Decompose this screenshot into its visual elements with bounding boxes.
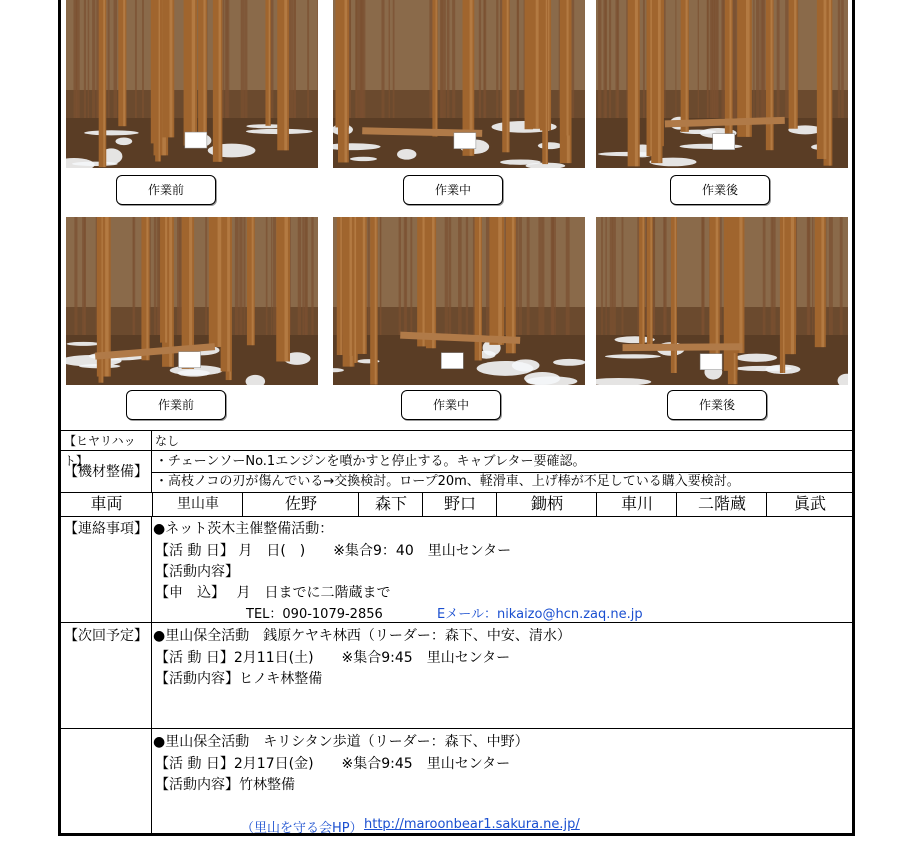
hiyari-label: 【ヒヤリハット】 <box>61 431 152 451</box>
jikai-section-2 <box>61 728 852 834</box>
caption-during-2: 作業中 <box>401 390 501 420</box>
forest-image <box>596 217 848 385</box>
kizai-label: 【機材整備】 <box>61 451 152 493</box>
renraku-email: Eメール：nikaizo@hcn.zaq.ne.jp <box>437 607 643 622</box>
renraku-content: 【活動内容】 <box>155 564 239 580</box>
caption-before-2: 作業前 <box>126 390 226 420</box>
jikai-event1-date: 【活 動 日】2月11日(土) ※集合9:45 里山センター <box>155 650 511 666</box>
forest-image <box>596 0 848 168</box>
jikai-event2-date: 【活 動 日】2月17日(金) ※集合9:45 里山センター <box>155 756 511 772</box>
caption-after-2: 作業後 <box>667 390 767 420</box>
vehicle-name: 眞武 <box>766 493 853 516</box>
photo-before-2 <box>66 217 318 385</box>
kizai-line-2: ・高枝ノコの刃が傷んでいる→交換検討。ロープ20m、軽滑車、上げ棒が不足している購入要検討。 <box>155 474 740 489</box>
hiyari-value: なし <box>155 434 180 448</box>
kizai-line-1: ・チェーンソーNo.1エンジンを噴かすと停止する。キャブレター要確認。 <box>155 454 586 469</box>
jikai-event1-content: 【活動内容】ヒノキ林整備 <box>155 671 323 687</box>
forest-image <box>333 0 585 168</box>
hp-label: （里山を守る会HP） <box>241 821 363 836</box>
caption-after-1: 作業後 <box>670 175 770 205</box>
vehicle-label: 車両 <box>90 494 123 513</box>
caption-during-1: 作業中 <box>403 175 503 205</box>
photo-after-1 <box>596 0 848 168</box>
photo-before-1 <box>66 0 318 168</box>
renraku-section <box>61 516 852 622</box>
kizai-row <box>61 450 852 493</box>
report-frame <box>58 0 855 836</box>
photo-after-2 <box>596 217 848 385</box>
vehicle-name: 二階蔵 <box>676 493 767 516</box>
jikai-event1-title: ●里山保全活動 銭原ケヤキ林西（リーダー：森下、中安、清水） <box>153 628 571 644</box>
caption-before-1: 作業前 <box>116 175 216 205</box>
jikai-label-empty <box>61 729 152 834</box>
vehicle-name: 野口 <box>422 493 497 516</box>
vehicle-name: 森下 <box>358 493 423 516</box>
vehicle-name: 鋤柄 <box>496 493 597 516</box>
renraku-tel: TEL：090-1079-2856 <box>246 607 383 622</box>
jikai-label: 【次回予定】 <box>61 623 152 729</box>
renraku-apply: 【申 込】 月 日までに二階蔵まで <box>155 585 391 601</box>
renraku-date: 【活 動 日】 月 日( ) ※集合9：40 里山センター <box>155 543 512 559</box>
vehicle-name: 里山車 <box>152 493 243 516</box>
jikai-section-1 <box>61 622 852 729</box>
renraku-title: ●ネット茨木主催整備活動： <box>153 521 334 537</box>
forest-image <box>333 217 585 385</box>
forest-image <box>66 217 318 385</box>
forest-image <box>66 0 318 168</box>
renraku-label: 【連絡事項】 <box>61 516 152 622</box>
jikai-event2-content: 【活動内容】竹林整備 <box>155 777 295 793</box>
photo-during-2 <box>333 217 585 385</box>
jikai-event2-title: ●里山保全活動 キリシタン歩道（リーダー：森下、中野） <box>153 734 529 750</box>
vehicle-name: 佐野 <box>242 493 359 516</box>
hp-link[interactable]: http://maroonbear1.sakura.ne.jp/ <box>364 817 580 832</box>
photo-during-1 <box>333 0 585 168</box>
vehicle-name: 車川 <box>596 493 677 516</box>
vehicle-row <box>61 492 852 517</box>
